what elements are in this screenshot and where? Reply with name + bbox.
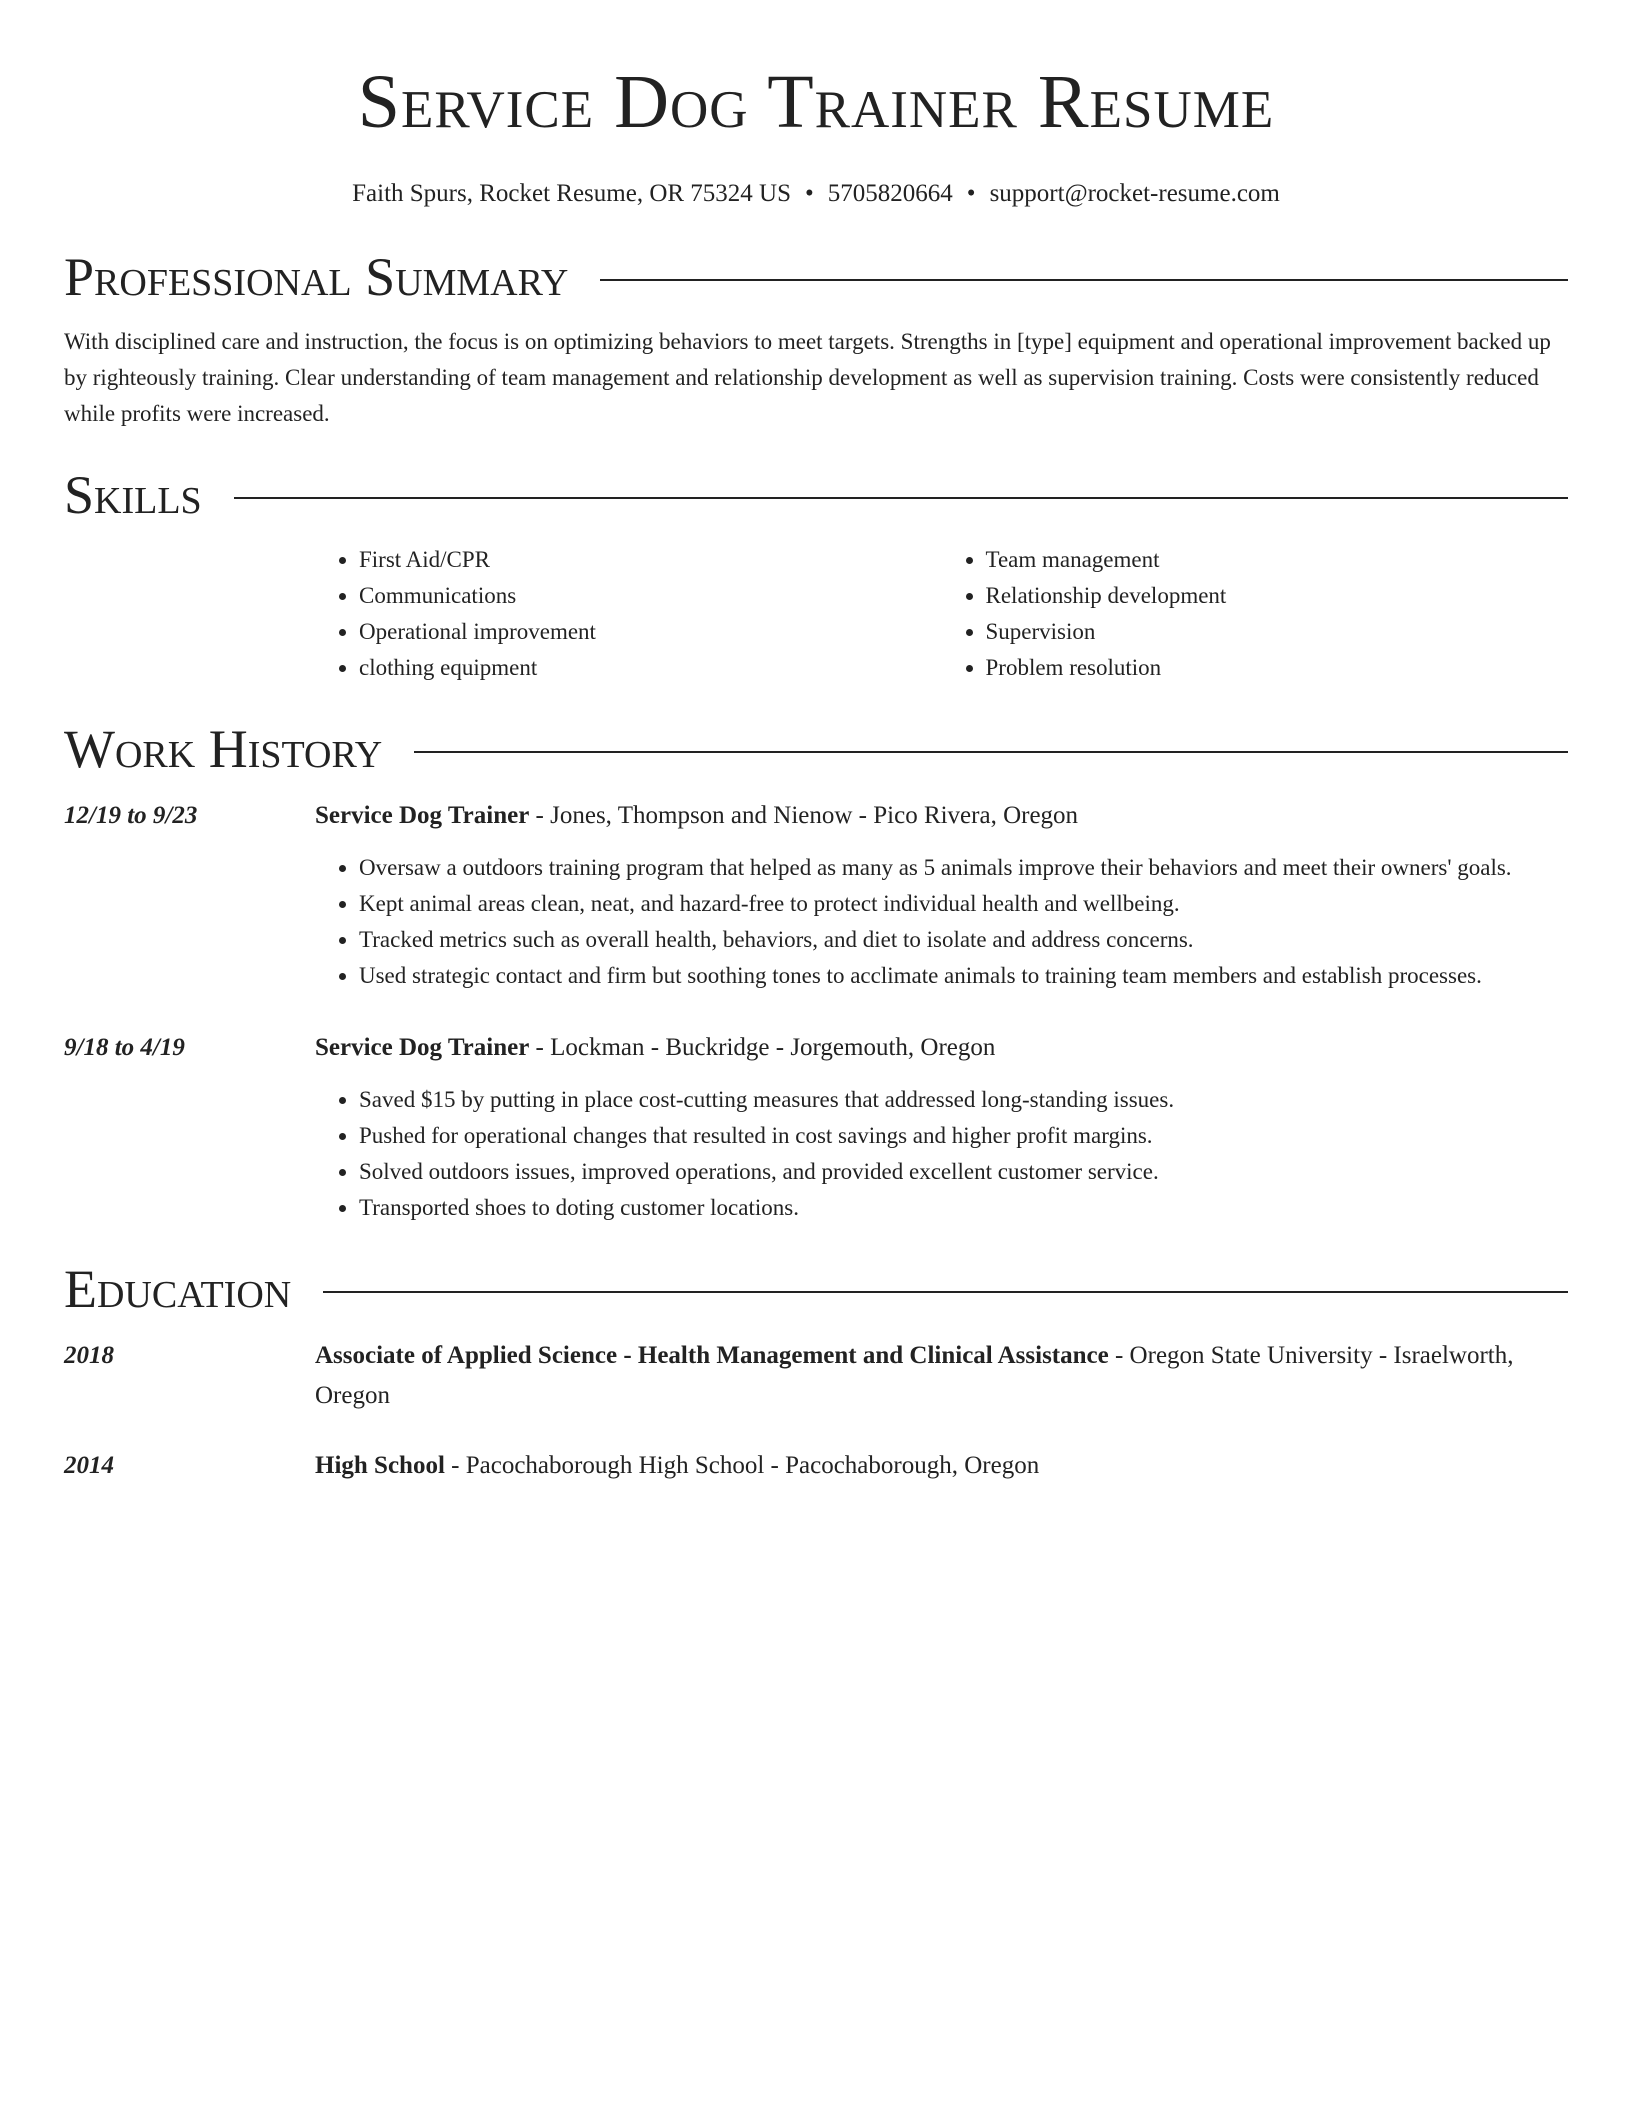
skill-item: • Supervision: [986, 614, 1569, 650]
skill-item: • Problem resolution: [986, 650, 1569, 686]
summary-section: [64, 242, 1568, 432]
job-details: - Lockman - Buckridge - Jorgemouth, Oregon: [529, 1034, 996, 1061]
job-dates: 12/19 to 9/23: [64, 802, 198, 829]
job-bullet: • Oversaw a outdoors training program that helped as many as 5 animals improve their behaviors and meet their owners' goals.: [359, 850, 1568, 886]
education-header: [315, 1336, 1568, 1416]
job-bullet: • Used strategic contact and firm but soothing tones to acclimate animals to training team members and establish processes.: [359, 958, 1568, 994]
skills-list-right: [942, 542, 1569, 686]
job-bullet: • Tracked metrics such as overall health, behaviors, and diet to isolate and address concerns.: [359, 922, 1568, 958]
work-heading: Work History: [64, 719, 383, 779]
job-bullet: • Saved $15 by putting in place cost-cutting measures that addressed long-standing issues.: [359, 1082, 1568, 1118]
skill-item: • Operational improvement: [359, 614, 942, 650]
education-degree: High School: [315, 1452, 445, 1479]
job-dates: 9/18 to 4/19: [64, 1034, 185, 1061]
contact-line: [64, 178, 1568, 210]
job-body: [315, 1028, 1568, 1226]
job-header: [315, 796, 1568, 836]
work-section: [64, 714, 1568, 1226]
contact-address: Faith Spurs, Rocket Resume, OR 75324 US: [352, 180, 792, 207]
job-header: [315, 1028, 1568, 1068]
job-bullet: • Pushed for operational changes that resulted in cost savings and higher profit margins.: [359, 1118, 1568, 1154]
education-section: [64, 1254, 1568, 1486]
contact-phone: 5705820664: [827, 180, 953, 207]
education-entry: [64, 1446, 1568, 1486]
resume-title: Service Dog Trainer Resume: [357, 60, 1275, 144]
skills-heading: Skills: [64, 465, 202, 525]
job-entry: [64, 796, 1568, 994]
job-body: [315, 796, 1568, 994]
section-divider: [600, 279, 1568, 281]
skill-item: • clothing equipment: [359, 650, 942, 686]
education-body: [315, 1336, 1568, 1416]
job-entry: [64, 1028, 1568, 1226]
resume-page: [64, 0, 1568, 1486]
education-heading: Education: [64, 1259, 292, 1319]
summary-heading: Professional Summary: [64, 247, 569, 307]
skill-item: • First Aid/CPR: [359, 542, 942, 578]
education-header: [315, 1446, 1568, 1486]
skill-item: • Relationship development: [986, 578, 1569, 614]
education-details: - Oregon State University - Israelworth, Oregon: [315, 1342, 1514, 1409]
skill-item: • Communications: [359, 578, 942, 614]
education-section-header: [64, 1254, 1568, 1324]
job-title: Service Dog Trainer: [315, 1034, 530, 1061]
education-year: 2018: [64, 1342, 114, 1369]
skills-section-header: [64, 460, 1568, 530]
contact-email: support@rocket-resume.com: [989, 180, 1280, 207]
summary-text: With disciplined care and instruction, the focus is on optimizing behaviors to meet targets. Strengths in [type] equipment and operational improvement backed up by righteously training. Clear understanding of team management and relationship development as well as supervision training. Costs were consistently reduced while profits were increased.: [64, 329, 1551, 426]
section-divider: [234, 497, 1568, 499]
education-body: [315, 1446, 1568, 1486]
job-title: Service Dog Trainer: [315, 802, 530, 829]
job-bullet: • Transported shoes to doting customer locations.: [359, 1190, 1568, 1226]
education-degree: Associate of Applied Science - Health Management and Clinical Assistance: [315, 1342, 1109, 1369]
skill-item: • Team management: [986, 542, 1569, 578]
skills-list-left: [315, 542, 942, 686]
job-bullet: • Solved outdoors issues, improved operations, and provided excellent customer service.: [359, 1154, 1568, 1190]
section-divider: [414, 751, 1568, 753]
education-details: - Pacochaborough High School - Pacochaborough, Oregon: [444, 1452, 1040, 1479]
job-bullets: [315, 1082, 1568, 1226]
job-details: - Jones, Thompson and Nienow - Pico Rivera, Oregon: [529, 802, 1079, 829]
section-divider: [323, 1291, 1568, 1293]
contact-separator: •: [805, 180, 814, 207]
education-entry: [64, 1336, 1568, 1416]
skills-section: [64, 460, 1568, 686]
skills-grid: [315, 542, 1568, 686]
summary-section-header: [64, 242, 1568, 312]
contact-separator: •: [966, 180, 976, 207]
work-section-header: [64, 714, 1568, 784]
job-bullet: • Kept animal areas clean, neat, and hazard-free to protect individual health and wellbeing.: [359, 886, 1568, 922]
job-bullets: [315, 850, 1568, 994]
education-year: 2014: [64, 1452, 114, 1479]
